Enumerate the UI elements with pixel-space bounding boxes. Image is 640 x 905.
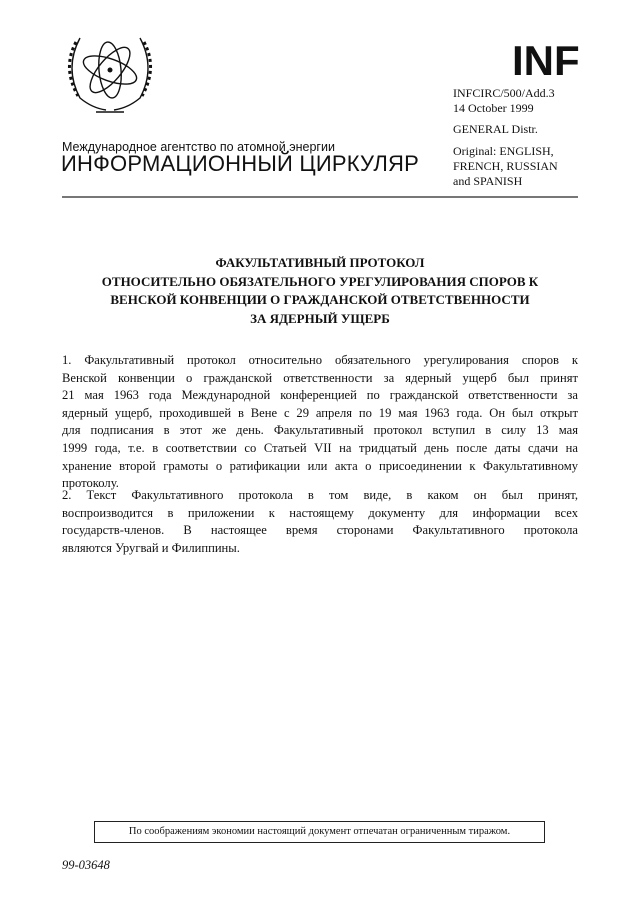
- doc-date: 14 October 1999: [453, 101, 534, 115]
- original-languages: [453, 144, 558, 189]
- iaea-logo-icon: [58, 28, 162, 118]
- title-line: ВЕНСКОЙ КОНВЕНЦИИ О ГРАЖДАНСКОЙ ОТВЕТСТВЕННОСТИ: [110, 292, 530, 307]
- paragraph-2: [62, 487, 578, 557]
- original-line: and SPANISH: [453, 174, 523, 188]
- footer-note: По соображениям экономии настоящий документ отпечатан ограниченным тиражом.: [94, 821, 545, 843]
- text-line: Венской конвенции о гражданской ответственности за ядерный ущерб был принят: [62, 370, 578, 385]
- doc-number: INFCIRC/500/Add.3: [453, 86, 555, 100]
- title-line: ОТНОСИТЕЛЬНО ОБЯЗАТЕЛЬНОГО УРЕГУЛИРОВАНИЯ СПОРОВ К: [101, 273, 539, 289]
- agency-name: Международное агентство по атомной энергии: [62, 140, 335, 154]
- distribution: GENERAL Distr.: [453, 122, 538, 136]
- text-line: являются Уругвай и Филиппины.: [62, 540, 240, 555]
- text-line: воспроизводится в приложении к настоящему документу для информации всех: [62, 505, 578, 520]
- text-line: для подписания в этот же день. Факультативный протокол вступил в силу 13 мая: [62, 423, 578, 438]
- text-line: государств-членов. В настоящее время сторонами Факультативного протокола: [62, 523, 578, 538]
- text-line: 2. Текст Факультативного протокола в том виде, в каком он был принят,: [62, 488, 578, 502]
- original-line: Original: ENGLISH,: [453, 144, 554, 158]
- title-line: ЗА ЯДЕРНЫЙ УЩЕРБ: [250, 310, 390, 326]
- document-code: 99-03648: [62, 858, 110, 872]
- original-line: FRENCH, RUSSIAN: [453, 159, 558, 173]
- circular-heading: ИНФОРМАЦИОННЫЙ ЦИРКУЛЯР: [61, 151, 420, 176]
- header-divider: [62, 196, 578, 198]
- text-line: 21 мая 1963 года Международной конференцией по гражданской ответственности за: [62, 388, 578, 403]
- text-line: ядерный ущерб, проходившей в Вене с 29 апреля по 19 мая 1963 года. Он был открыт: [62, 405, 578, 420]
- text-line: хранение второй грамоты о ратификации или акта о присоединении к Факультативному: [62, 458, 578, 473]
- document-title: [62, 254, 578, 328]
- title-line: ФАКУЛЬТАТИВНЫЙ ПРОТОКОЛ: [215, 255, 425, 270]
- text-line: 1. Факультативный протокол относительно обязательного урегулирования споров к: [62, 353, 578, 367]
- paragraph-1: [62, 352, 578, 493]
- inf-label: INF: [512, 37, 580, 84]
- text-line: протоколу.: [62, 476, 119, 491]
- text-line: 1999 года, т.е. в соответствии со Статьей VII на тридцатый день после даты сдачи на: [62, 440, 578, 455]
